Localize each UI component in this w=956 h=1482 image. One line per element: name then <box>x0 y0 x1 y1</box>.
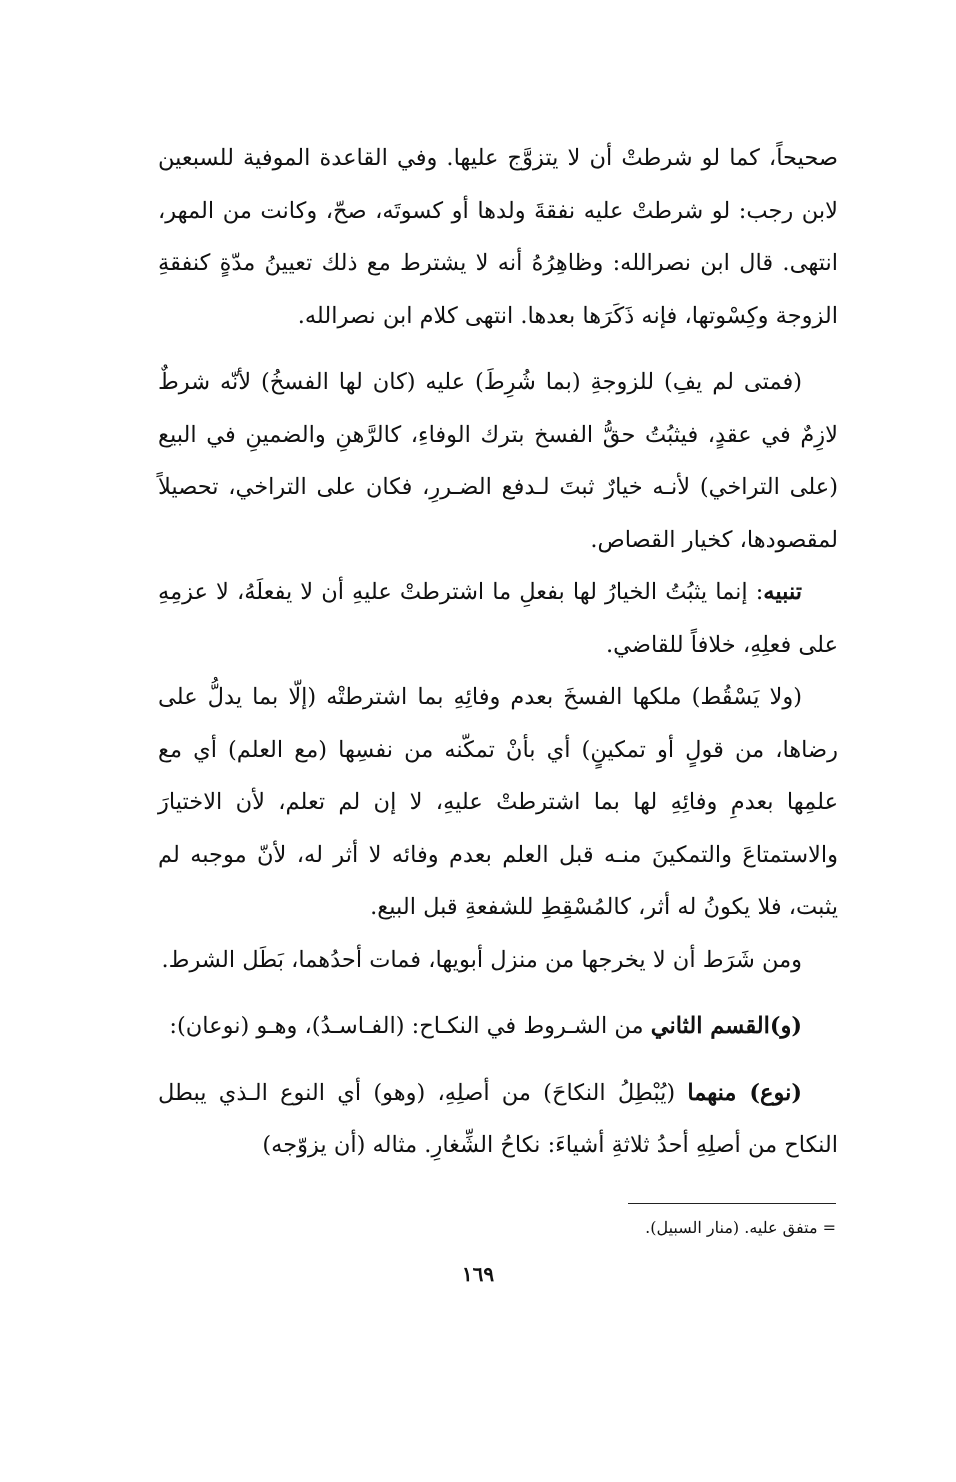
paragraph-1: صحيحاً، كما لو شرطتْ أن لا يتزوَّج عليها. وفي القاعدة الموفية للسبعين لابن رجب: لو شرطتْ عليه نفقةَ ولدها أو كسوتَه، صحّ، وكانت من المهر، انتهى. قال ابن نصرالله: وظاهِرُهُ أنه لا يشترط مع ذلك تعيينُ مدّةٍ كنفقةِ الزوجة وكِسْوتها، فإنه ذَكَرَها بعدها. انتهى كلام ابن نصرالله. <box>158 145 838 329</box>
paragraph-3 <box>158 566 838 671</box>
footnote-divider <box>628 1203 836 1204</box>
note-text: : إنما يثبُتُ الخيارُ لها بفعلِ ما اشترطتْ عليهِ أن لا يفعلَهُ، لا عزمِهِ على فعلِهِ، خلافاً للقاضي. <box>158 579 838 658</box>
footnote: = متفق عليه. (منار السبيل). <box>645 1218 836 1237</box>
section-open: (و) <box>769 1013 802 1039</box>
paragraph-4: (ولا يَسْقُط) ملكها الفسخَ بعدم وفائِهِ بما اشترطتْه (إلّا بما يدلُّ على رضاها، من قولٍ أو تمكينٍ) أي بأنْ تمكّنه من نفسِها (مع العلم) أي مع علمِها بعدمِ وفائِهِ لها بما اشترطتْ عليهِ، لا إن لم تعلم، لأن الاختيارَ والاستمتاعَ والتمكينَ منـه قبل العلم بعدم وفائه لا أثر له، لأنّ موجبه لم يثبت، فلا يكونُ له أثر، كالمُسْقِطِ للشفعةِ قبل البيع. <box>158 684 838 920</box>
paragraph-7 <box>158 1067 838 1172</box>
note-label: تنبيه <box>763 579 802 605</box>
page-number: ١٦٩ <box>461 1262 495 1286</box>
type-heading: نوع) منهما <box>687 1079 792 1106</box>
paragraph-6 <box>158 1000 838 1053</box>
section-text: من الشـروط في النكـاح: (الفـاسـدُ)، وهـو (نوعان): <box>169 1013 651 1039</box>
type-open: ( <box>791 1079 802 1106</box>
section-heading: القسم الثاني <box>650 1013 770 1039</box>
paragraph-2: (فمتى لم يفِ) للزوجةِ (بما شُرِطَ) عليه (كان لها الفسخُ) لأنّه شرطٌ لازِمٌ في عقدٍ، فيثبُتُ حقُّ الفسخ بترك الوفاءِ، كالرَّهنِ والضمينِ في البيع (على التراخي) لأنـه خيارٌ ثبتَ لـدفع الضـررِ، فكان على التراخي، تحصيلاً لمقصودها، كخيار القصاص. <box>158 369 838 553</box>
paragraph-5: ومن شَرَط أن لا يخرجها من منزل أبويها، فمات أحدُهما، بَطَل الشرط. <box>161 946 802 973</box>
main-text <box>158 132 838 1172</box>
type-text: (يُبْطِلُ النكاحَ) من أصلِهِ، (وهو) أي النوع الـذي يبطل النكاح من أصلِهِ أحدُ ثلاثةِ أشياءَ: نكاحُ الشِّغارِ. مثاله (أن يزوّجه) <box>158 1079 838 1158</box>
